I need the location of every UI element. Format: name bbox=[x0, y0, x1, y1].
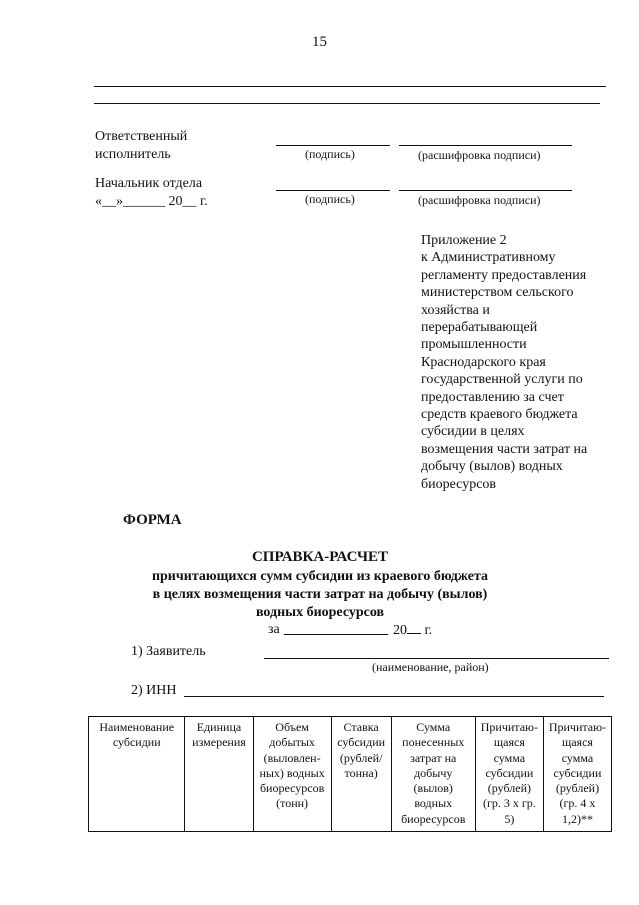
responsible-label-line1: Ответственный bbox=[95, 129, 188, 144]
subtitle-line: причитающихся сумм субсидии из краевого бюджета bbox=[151, 569, 489, 584]
appendix-block bbox=[421, 232, 616, 493]
document-title: СПРАВКА-РАСЧЕТ bbox=[251, 549, 389, 565]
inn-label: 2) ИНН bbox=[131, 683, 177, 698]
appendix-line: предоставлению за счет bbox=[421, 389, 564, 405]
decoding-line-1 bbox=[399, 145, 572, 146]
signature-caption-1: (подпись) bbox=[305, 147, 355, 161]
appendix-line: добычу (вылов) водных bbox=[421, 459, 563, 475]
appendix-line: Краснодарского края bbox=[421, 354, 546, 370]
top-rule-1 bbox=[94, 86, 606, 87]
appendix-line: к Административному bbox=[421, 250, 556, 266]
document-subtitle bbox=[150, 568, 490, 622]
applicant-line bbox=[264, 658, 609, 659]
appendix-line: регламенту предоставления bbox=[421, 267, 587, 283]
appendix-line: субсидии в целях bbox=[421, 424, 525, 440]
header-volume: Объем добытых (выловлен- ных) водных биоресурсов (тонн) bbox=[253, 717, 331, 832]
appendix-line: Приложение 2 bbox=[421, 233, 507, 248]
page-number: 15 bbox=[312, 34, 327, 50]
period-prefix: за bbox=[268, 622, 280, 637]
appendix-line: министерством сельского bbox=[421, 285, 574, 301]
decoding-caption-1: (расшифровка подписи) bbox=[418, 148, 541, 162]
signature-line-2 bbox=[276, 190, 390, 191]
top-rule-2 bbox=[94, 103, 600, 104]
appendix-line: хозяйства и bbox=[421, 302, 490, 318]
period-year-prefix: 20 bbox=[393, 623, 407, 638]
header-costs: Сумма понесенных затрат на добычу (вылов) водных биоресурсов bbox=[391, 717, 475, 832]
appendix-line: биоресурсов bbox=[421, 476, 497, 492]
decoding-line-2 bbox=[399, 190, 572, 191]
period-year bbox=[393, 621, 432, 640]
head-label-line1: Начальник отдела bbox=[95, 176, 203, 191]
header-rate: Ставка субсидии (рублей/ тонна) bbox=[331, 717, 391, 832]
applicant-label: 1) Заявитель bbox=[131, 644, 206, 659]
period-suffix: г. bbox=[424, 623, 433, 638]
inn-line bbox=[184, 696, 604, 697]
calculation-table bbox=[88, 716, 612, 832]
appendix-line: перерабатывающей bbox=[421, 320, 538, 336]
appendix-line: возмещения части затрат на bbox=[421, 441, 588, 457]
decoding-caption-2: (расшифровка подписи) bbox=[418, 193, 541, 207]
signature-line-1 bbox=[276, 145, 390, 146]
header-subsidy-name: Наименование субсидии bbox=[89, 717, 185, 832]
head-of-department-label bbox=[95, 175, 208, 211]
appendix-line: государственной услуги по bbox=[421, 372, 583, 388]
date-line: «__»______ 20__ г. bbox=[95, 194, 208, 209]
header-unit: Единица измерения bbox=[185, 717, 253, 832]
responsible-label-line2: исполнитель bbox=[95, 147, 171, 162]
form-label: ФОРМА bbox=[123, 512, 182, 528]
appendix-line: промышленности bbox=[421, 337, 527, 353]
header-due-sum-1: Причитаю- щаяся сумма субсидии (рублей) (гр. 3 х гр. 5) bbox=[475, 717, 543, 832]
subtitle-line: водных биоресурсов bbox=[255, 605, 385, 620]
subtitle-line: в целях возмещения части затрат на добычу (вылов) bbox=[152, 587, 488, 602]
responsible-label bbox=[95, 128, 187, 164]
applicant-caption: (наименование, район) bbox=[372, 660, 489, 674]
header-due-sum-2: Причитаю- щаяся сумма субсидии (рублей) (гр. 4 х 1,2)** bbox=[543, 717, 611, 832]
signature-caption-2: (подпись) bbox=[305, 192, 355, 206]
table-header-row bbox=[89, 717, 612, 832]
appendix-line: средств краевого бюджета bbox=[421, 407, 578, 423]
period-blank bbox=[284, 634, 388, 635]
